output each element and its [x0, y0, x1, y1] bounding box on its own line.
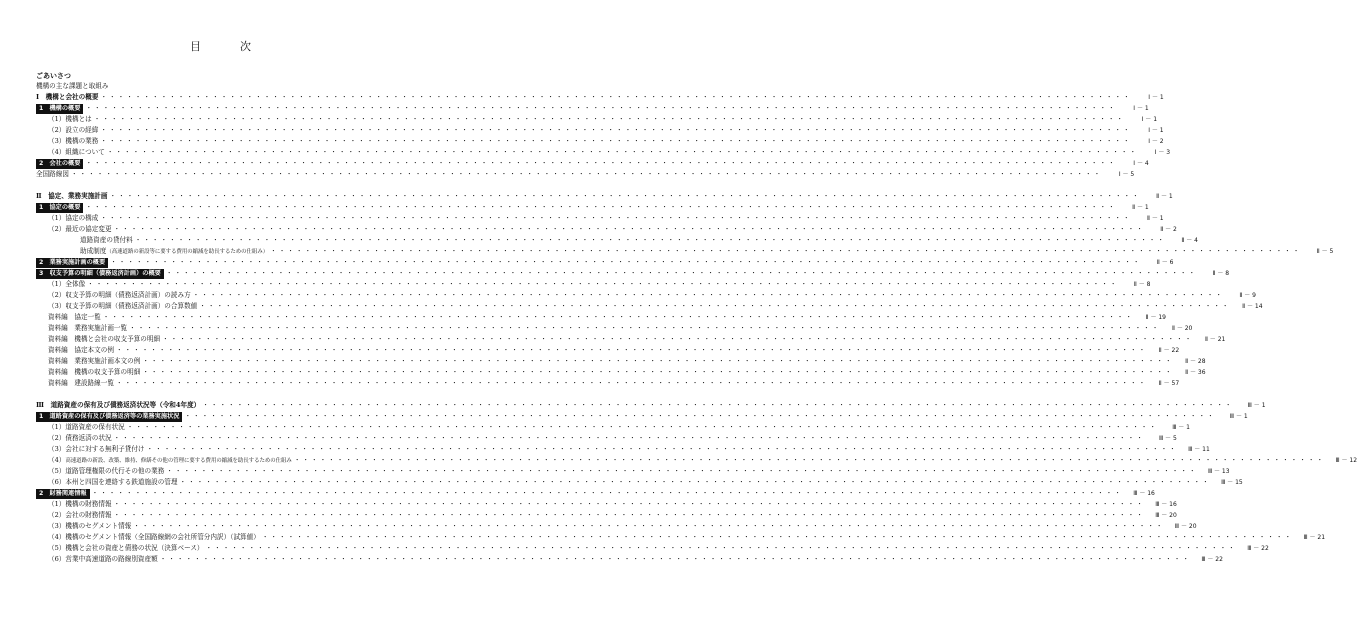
leader-dots: ・・・・・・・・・・・・・・・・・・・・・・・・・・・・・・・・・・・・・・・・・・・・・・・・・・・・・・・・・・・・・・・・・・・・・・・・・・・・・・・・・・・・・・・・・・・・・・・・・・・・・・・・・・・・・・・・・・・・・・・・ [115, 379, 1148, 387]
toc-page-number: Ⅱ － 9 [1239, 292, 1256, 299]
leader-dots: ・・・・・・・・・・・・・・・・・・・・・・・・・・・・・・・・・・・・・・・・・・・・・・・・・・・・・・・・・・・・・・・・・・・・・・・・・・・・・・・・・・・・・・・・・・・・・・・・・・・・・・・・・・・・・・・・・・・・・・・・ [162, 335, 1194, 343]
toc-page-number: Ⅰ － 5 [1118, 171, 1135, 178]
section-gap [36, 389, 416, 400]
leader-dots: ・・・・・・・・・・・・・・・・・・・・・・・・・・・・・・・・・・・・・・・・・・・・・・・・・・・・・・・・・・・・・・・・・・・・・・・・・・・・・・・・・・・・・・・・・・・・・・・・・・・・・・・・・・・・・・・・・・・・・・・・ [192, 291, 1224, 299]
toc-item-row[interactable] [36, 433, 1177, 444]
toc-label: 道路資産の貸付料 [80, 236, 133, 244]
toc-page-number: Ⅱ － 6 [1156, 259, 1174, 266]
toc-page-number: Ⅲ － 22 [1201, 556, 1223, 563]
toc-page-number: Ⅰ － 1 [1133, 105, 1149, 112]
toc-page-number: Ⅱ － 4 [1181, 237, 1198, 244]
toc-label: 資料編 業務実施計画本文の例 [48, 357, 141, 365]
toc-item-row[interactable] [36, 213, 1164, 224]
toc-page-number: Ⅰ － 1 [1141, 116, 1158, 123]
toc-page-number: Ⅲ － 1 [1172, 424, 1190, 431]
toc-section-row[interactable] [36, 191, 1173, 202]
leader-dots: ・・・・・・・・・・・・・・・・・・・・・・・・・・・・・・・・・・・・・・・・・・・・・・・・・・・・・・・・・・・・・・・・・・・・・・・・・・・・・・・・・・・・・・・・・・・・・・・・・・・・・・・・・・・・・・・・・・・・・・・・ [199, 302, 1231, 310]
toc-label: 全国路線図 [36, 170, 69, 178]
toc-page-number: Ⅱ － 1 [1156, 193, 1173, 200]
toc-page-number: Ⅲ － 22 [1247, 545, 1269, 552]
toc-page-number: Ⅲ － 16 [1133, 490, 1155, 497]
leader-dots: ・・・・・・・・・・・・・・・・・・・・・・・・・・・・・・・・・・・・・・・・・・・・・・・・・・・・・・・・・・・・・・・・・・・・・・・・・・・・・・・・・・・・・・・・・・・・・・・・・・・・・・・・・・・・・・・・・・・・・・・・ [100, 214, 1132, 222]
toc-item-row[interactable] [36, 466, 1230, 477]
leader-dots: ・・・・・・・・・・・・・・・・・・・・・・・・・・・・・・・・・・・・・・・・・・・・・・・・・・・・・・・・・・・・・・・・・・・・・・・・・・・・・・・・・・・・・・・・・・・・・・・・・・・・・・・・・・・・・・・・・・・・・・・・ [270, 247, 1302, 255]
toc-label: 資料編 協定本文の例 [48, 346, 114, 354]
toc-page-number: Ⅰ － 1 [1148, 94, 1164, 101]
toc-page-number: Ⅲ － 1 [1229, 413, 1248, 420]
leader-dots: ・・・・・・・・・・・・・・・・・・・・・・・・・・・・・・・・・・・・・・・・・・・・・・・・・・・・・・・・・・・・・・・・・・・・・・・・・・・・・・・・・・・・・・・・・・・・・・・・・・・・・・・・・・・・・・・・・・・・・・・・ [106, 148, 1139, 156]
page-title: 目 次 [190, 40, 265, 53]
toc-item-row[interactable] [36, 235, 1198, 246]
greeting-heading: ごあいさつ [36, 71, 71, 80]
toc-chapter-row[interactable] [36, 257, 1174, 268]
toc-label: （2）会社の財務情報 [48, 511, 112, 519]
toc-label: 資料編 協定一覧 [48, 313, 101, 321]
toc-label: （5）道路管理権限の代行その他の業務 [48, 467, 165, 475]
leader-dots: ・・・・・・・・・・・・・・・・・・・・・・・・・・・・・・・・・・・・・・・・・・・・・・・・・・・・・・・・・・・・・・・・・・・・・・・・・・・・・・・・・・・・・・・・・・・・・・・・・・・・・・・・・・・・・・・・・・・・・・・・ [87, 280, 1119, 288]
toc-page-number: Ⅲ － 20 [1174, 523, 1197, 530]
toc-label: （4）機構のセグメント情報（全国路線網の会社所管分内訳）（試算値） [48, 533, 260, 541]
toc-page-number: Ⅱ － 8 [1212, 270, 1230, 277]
toc-page-number: Ⅲ － 1 [1247, 402, 1266, 409]
toc-chapter-row[interactable] [36, 202, 1149, 213]
toc-item-row[interactable] [36, 356, 1206, 367]
toc-item-row[interactable] [36, 554, 1223, 565]
leader-dots: ・・・・・・・・・・・・・・・・・・・・・・・・・・・・・・・・・・・・・・・・・・・・・・・・・・・・・・・・・・・・・・・・・・・・・・・・・・・・・・・・・・・・・・・・・・・・・・・・・・・・・・・・・・・・・・・・・・・・・・・・ [70, 170, 1103, 178]
toc-page-number: Ⅱ － 36 [1185, 369, 1206, 376]
toc-item-row[interactable] [36, 147, 1171, 158]
toc-label: 資料編 業務実施計画一覧 [48, 324, 128, 332]
toc-page-number: Ⅲ － 20 [1155, 512, 1177, 519]
toc-item-row[interactable] [36, 378, 1180, 389]
table-of-contents [36, 70, 1357, 565]
toc-page-number: Ⅱ － 22 [1158, 347, 1180, 354]
toc-label: （1）道路資産の保有状況 [48, 423, 125, 431]
leader-dots: ・・・・・・・・・・・・・・・・・・・・・・・・・・・・・・・・・・・・・・・・・・・・・・・・・・・・・・・・・・・・・・・・・・・・・・・・・・・・・・・・・・・・・・・・・・・・・・・・・・・・・・・・・・・・・・・・・・・・・・・・ [110, 258, 1142, 266]
toc-chapter-row[interactable] [36, 411, 1248, 422]
toc-page-number: Ⅱ － 28 [1185, 358, 1206, 365]
toc-label: 2 財務関連情報 [36, 489, 90, 499]
toc-page-number: Ⅱ － 1 [1147, 215, 1164, 222]
toc-label: （5）機構と会社の資産と債務の状況（決算ベース） [48, 544, 204, 552]
leader-dots: ・・・・・・・・・・・・・・・・・・・・・・・・・・・・・・・・・・・・・・・・・・・・・・・・・・・・・・・・・・・・・・・・・・・・・・・・・・・・・・・・・・・・・・・・・・・・・・・・・・・・・・・・・・・・・・・・・・・・・・・・ [129, 324, 1161, 332]
toc-label: （4） [48, 456, 66, 464]
leader-dots: ・・・・・・・・・・・・・・・・・・・・・・・・・・・・・・・・・・・・・・・・・・・・・・・・・・・・・・・・・・・・・・・・・・・・・・・・・・・・・・・・・・・・・・・・・・・・・・・・・・・・・・・・・・・・・・・・・・・・・・・・ [133, 522, 1165, 530]
leader-dots: ・・・・・・・・・・・・・・・・・・・・・・・・・・・・・・・・・・・・・・・・・・・・・・・・・・・・・・・・・・・・・・・・・・・・・・・・・・・・・・・・・・・・・・・・・・・・・・・・・・・・・・・・・・・・・・・・・・・・・・・・ [109, 192, 1141, 200]
toc-page-number: Ⅱ － 14 [1242, 303, 1263, 310]
toc-label: Ⅲ 道路資産の保有及び債務返済状況等（令和4年度） [36, 401, 201, 409]
toc-item-row[interactable] [36, 290, 1256, 301]
toc-note: 高速道路の新設、改築、維持、修繕その他の管理に要する費用の縮減を助長するための仕組み [65, 458, 292, 464]
toc-label: 助成制度 [80, 247, 107, 255]
leader-dots: ・・・・・・・・・・・・・・・・・・・・・・・・・・・・・・・・・・・・・・・・・・・・・・・・・・・・・・・・・・・・・・・・・・・・・・・・・・・・・・・・・・・・・・・・・・・・・・・・・・・・・・・・・・・・・・・・・・・・・・・・ [159, 555, 1191, 563]
toc-item-row[interactable] [36, 532, 1326, 543]
toc-label: （2）債務返済の状況 [48, 434, 112, 442]
leader-dots: ・・・・・・・・・・・・・・・・・・・・・・・・・・・・・・・・・・・・・・・・・・・・・・・・・・・・・・・・・・・・・・・・・・・・・・・・・・・・・・・・・・・・・・・・・・・・・・・・・・・・・・・・・・・・・・・・・・・・・・・・ [202, 401, 1234, 409]
toc-label: （3）会社に対する無利子貸付け [48, 445, 145, 453]
leader-dots: ・・・・・・・・・・・・・・・・・・・・・・・・・・・・・・・・・・・・・・・・・・・・・・・・・・・・・・・・・・・・・・・・・・・・・・・・・・・・・・・・・・・・・・・・・・・・・・・・・・・・・・・・・・・・・・・・・・・・・・・・ [93, 115, 1126, 123]
toc-item-row[interactable] [36, 477, 1243, 488]
toc-item-row[interactable] [36, 246, 1334, 257]
toc-item-row[interactable] [36, 510, 1177, 521]
leader-dots: ・・・・・・・・・・・・・・・・・・・・・・・・・・・・・・・・・・・・・・・・・・・・・・・・・・・・・・・・・・・・・・・・・・・・・・・・・・・・・・・・・・・・・・・・・・・・・・・・・・・・・・・・・・・・・・・・・・・・・・・・ [100, 126, 1132, 134]
toc-item-row[interactable] [36, 334, 1226, 345]
leader-dots: ・・・・・・・・・・・・・・・・・・・・・・・・・・・・・・・・・・・・・・・・・・・・・・・・・・・・・・・・・・・・・・・・・・・・・・・・・・・・・・・・・・・・・・・・・・・・・・・・・・・・・・・・・・・・・・・・・・・・・・・・ [184, 412, 1216, 420]
leader-dots: ・・・・・・・・・・・・・・・・・・・・・・・・・・・・・・・・・・・・・・・・・・・・・・・・・・・・・・・・・・・・・・・・・・・・・・・・・・・・・・・・・・・・・・・・・・・・・・・・・・・・・・・・・・・・・・・・・・・・・・・・ [179, 478, 1211, 486]
toc-label: Ⅰ 機構と会社の概要 [36, 93, 99, 101]
leader-dots: ・・・・・・・・・・・・・・・・・・・・・・・・・・・・・・・・・・・・・・・・・・・・・・・・・・・・・・・・・・・・・・・・・・・・・・・・・・・・・・・・・・・・・・・・・・・・・・・・・・・・・・・・・・・・・・・・・・・・・・・・ [142, 357, 1174, 365]
toc-item-row[interactable] [36, 422, 1190, 433]
leader-dots: ・・・・・・・・・・・・・・・・・・・・・・・・・・・・・・・・・・・・・・・・・・・・・・・・・・・・・・・・・・・・・・・・・・・・・・・・・・・・・・・・・・・・・・・・・・・・・・・・・・・・・・・・・・・・・・・・・・・・・・・・ [100, 137, 1132, 145]
leader-dots: ・・・・・・・・・・・・・・・・・・・・・・・・・・・・・・・・・・・・・・・・・・・・・・・・・・・・・・・・・・・・・・・・・・・・・・・・・・・・・・・・・・・・・・・・・・・・・・・・・・・・・・・・・・・・・・・・・・・・・・・・ [85, 203, 1117, 211]
toc-label: 資料編 機構の収支予算の明細 [48, 368, 141, 376]
toc-page-number: Ⅰ － 4 [1133, 160, 1149, 167]
leader-dots: ・・・・・・・・・・・・・・・・・・・・・・・・・・・・・・・・・・・・・・・・・・・・・・・・・・・・・・・・・・・・・・・・・・・・・・・・・・・・・・・・・・・・・・・・・・・・・・・・・・・・・・・・・・・・・・・・・・・・・・・・ [102, 313, 1134, 321]
toc-section-row[interactable] [36, 92, 1164, 103]
toc-page-number: Ⅲ － 12 [1335, 457, 1357, 464]
toc-label: （1）機構の財務情報 [48, 500, 112, 508]
leader-dots: ・・・・・・・・・・・・・・・・・・・・・・・・・・・・・・・・・・・・・・・・・・・・・・・・・・・・・・・・・・・・・・・・・・・・・・・・・・・・・・・・・・・・・・・・・・・・・・・・・・・・・・・・・・・・・・・・・・・・・・・・ [293, 456, 1326, 464]
toc-label: （6）本州と四国を連絡する鉄道施設の管理 [48, 478, 178, 486]
toc-page-number: Ⅲ － 5 [1159, 435, 1177, 442]
toc-item-row[interactable] [36, 367, 1206, 378]
toc-item-row[interactable] [36, 224, 1177, 235]
leader-dots: ・・・・・・・・・・・・・・・・・・・・・・・・・・・・・・・・・・・・・・・・・・・・・・・・・・・・・・・・・・・・・・・・・・・・・・・・・・・・・・・・・・・・・・・・・・・・・・・・・・・・・・・・・・・・・・・・・・・・・・・・ [126, 423, 1158, 431]
toc-item-row[interactable] [36, 543, 1269, 554]
toc-label: 1 機構の概要 [36, 104, 83, 114]
toc-item-row[interactable] [36, 499, 1177, 510]
toc-label: （3）機構の業務 [48, 137, 99, 145]
toc-item-row[interactable] [36, 169, 1135, 180]
toc-item-row[interactable] [36, 521, 1197, 532]
toc-page-number: Ⅱ － 20 [1171, 325, 1193, 332]
toc-page-number: Ⅱ － 5 [1316, 248, 1334, 255]
toc-page-number: Ⅱ － 19 [1145, 314, 1166, 321]
toc-label: （1）協定の構成 [48, 214, 99, 222]
toc-label: （2）収支予算の明細（債務返済計画）の読み方 [48, 291, 191, 299]
toc-label: 資料編 機構と会社の収支予算の明細 [48, 335, 161, 343]
toc-label: 2 会社の概要 [36, 159, 83, 169]
toc-label: （3）機構のセグメント情報 [48, 522, 132, 530]
toc-item-row[interactable] [36, 301, 1263, 312]
leader-dots: ・・・・・・・・・・・・・・・・・・・・・・・・・・・・・・・・・・・・・・・・・・・・・・・・・・・・・・・・・・・・・・・・・・・・・・・・・・・・・・・・・・・・・・・・・・・・・・・・・・・・・・・・・・・・・・・・・・・・・・・・ [100, 93, 1132, 101]
leader-dots: ・・・・・・・・・・・・・・・・・・・・・・・・・・・・・・・・・・・・・・・・・・・・・・・・・・・・・・・・・・・・・・・・・・・・・・・・・・・・・・・・・・・・・・・・・・・・・・・・・・・・・・・・・・・・・・・・・・・・・・・・ [113, 500, 1145, 508]
toc-label: 1 協定の概要 [36, 203, 83, 213]
toc-page-number: Ⅱ － 2 [1160, 226, 1177, 233]
toc-label: （1）全体像 [48, 280, 86, 288]
toc-chapter-row[interactable] [36, 268, 1230, 279]
toc-page-number: Ⅱ － 8 [1133, 281, 1151, 288]
leader-dots: ・・・・・・・・・・・・・・・・・・・・・・・・・・・・・・・・・・・・・・・・・・・・・・・・・・・・・・・・・・・・・・・・・・・・・・・・・・・・・・・・・・・・・・・・・・・・・・・・・・・・・・・・・・・・・・・・・・・・・・・・ [113, 511, 1145, 519]
leader-dots: ・・・・・・・・・・・・・・・・・・・・・・・・・・・・・・・・・・・・・・・・・・・・・・・・・・・・・・・・・・・・・・・・・・・・・・・・・・・・・・・・・・・・・・・・・・・・・・・・・・・・・・・・・・・・・・・・・・・・・・・・ [134, 236, 1166, 244]
leader-dots: ・・・・・・・・・・・・・・・・・・・・・・・・・・・・・・・・・・・・・・・・・・・・・・・・・・・・・・・・・・・・・・・・・・・・・・・・・・・・・・・・・・・・・・・・・・・・・・・・・・・・・・・・・・・・・・・・・・・・・・・・ [85, 104, 1117, 112]
toc-label: 3 収支予算の明細（債務返済計画）の概要 [36, 269, 164, 279]
leader-dots: ・・・・・・・・・・・・・・・・・・・・・・・・・・・・・・・・・・・・・・・・・・・・・・・・・・・・・・・・・・・・・・・・・・・・・・・・・・・・・・・・・・・・・・・・・・・・・・・・・・・・・・・・・・・・・・・・・・・・・・・・ [165, 269, 1198, 277]
toc-page-number: Ⅰ － 3 [1154, 149, 1171, 156]
toc-page-number: Ⅱ － 57 [1158, 380, 1180, 387]
toc-item-row[interactable] [36, 114, 1158, 125]
leader-dots: ・・・・・・・・・・・・・・・・・・・・・・・・・・・・・・・・・・・・・・・・・・・・・・・・・・・・・・・・・・・・・・・・・・・・・・・・・・・・・・・・・・・・・・・・・・・・・・・・・・・・・・・・・・・・・・・・・・・・・・・・ [85, 159, 1117, 167]
leader-dots: ・・・・・・・・・・・・・・・・・・・・・・・・・・・・・・・・・・・・・・・・・・・・・・・・・・・・・・・・・・・・・・・・・・・・・・・・・・・・・・・・・・・・・・・・・・・・・・・・・・・・・・・・・・・・・・・・・・・・・・・・ [115, 346, 1148, 354]
toc-note: （高速道路の新設等に要する費用の縮減を助長するための仕組み） [106, 249, 269, 255]
toc-page-number: Ⅰ － 2 [1148, 138, 1164, 145]
toc-page-number: Ⅱ － 1 [1132, 204, 1149, 211]
toc-item-row[interactable] [36, 455, 1357, 466]
toc-page-number: Ⅰ － 1 [1148, 127, 1164, 134]
leader-dots: ・・・・・・・・・・・・・・・・・・・・・・・・・・・・・・・・・・・・・・・・・・・・・・・・・・・・・・・・・・・・・・・・・・・・・・・・・・・・・・・・・・・・・・・・・・・・・・・・・・・・・・・・・・・・・・・・・・・・・・・・ [91, 489, 1123, 497]
leader-dots: ・・・・・・・・・・・・・・・・・・・・・・・・・・・・・・・・・・・・・・・・・・・・・・・・・・・・・・・・・・・・・・・・・・・・・・・・・・・・・・・・・・・・・・・・・・・・・・・・・・・・・・・・・・・・・・・・・・・・・・・・ [113, 225, 1145, 233]
toc-item-row[interactable] [36, 125, 1164, 136]
toc-page-number: Ⅲ － 13 [1207, 468, 1230, 475]
toc-label: （2）設立の経緯 [48, 126, 99, 134]
leader-dots: ・・・・・・・・・・・・・・・・・・・・・・・・・・・・・・・・・・・・・・・・・・・・・・・・・・・・・・・・・・・・・・・・・・・・・・・・・・・・・・・・・・・・・・・・・・・・・・・・・・・・・・・・・・・・・・・・・・・・・・・・ [261, 533, 1294, 541]
toc-label: （1）機構とは [48, 115, 92, 123]
toc-chapter-row[interactable] [36, 488, 1155, 499]
toc-page-number: Ⅲ － 11 [1188, 446, 1210, 453]
toc-label: （4）組織について [48, 148, 105, 156]
leader-dots: ・・・・・・・・・・・・・・・・・・・・・・・・・・・・・・・・・・・・・・・・・・・・・・・・・・・・・・・・・・・・・・・・・・・・・・・・・・・・・・・・・・・・・・・・・・・・・・・・・・・・・・・・・・・・・・・・・・・・・・・・ [146, 445, 1178, 453]
toc-item-row[interactable] [36, 323, 1193, 334]
leader-dots: ・・・・・・・・・・・・・・・・・・・・・・・・・・・・・・・・・・・・・・・・・・・・・・・・・・・・・・・・・・・・・・・・・・・・・・・・・・・・・・・・・・・・・・・・・・・・・・・・・・・・・・・・・・・・・・・・・・・・・・・・ [205, 544, 1237, 552]
toc-label: 1 道路資産の保有及び債務返済等の業務実施状況 [36, 412, 182, 422]
leader-dots: ・・・・・・・・・・・・・・・・・・・・・・・・・・・・・・・・・・・・・・・・・・・・・・・・・・・・・・・・・・・・・・・・・・・・・・・・・・・・・・・・・・・・・・・・・・・・・・・・・・・・・・・・・・・・・・・・・・・・・・・・ [166, 467, 1198, 475]
leader-dots: ・・・・・・・・・・・・・・・・・・・・・・・・・・・・・・・・・・・・・・・・・・・・・・・・・・・・・・・・・・・・・・・・・・・・・・・・・・・・・・・・・・・・・・・・・・・・・・・・・・・・・・・・・・・・・・・・・・・・・・・・ [113, 434, 1145, 442]
leader-dots: ・・・・・・・・・・・・・・・・・・・・・・・・・・・・・・・・・・・・・・・・・・・・・・・・・・・・・・・・・・・・・・・・・・・・・・・・・・・・・・・・・・・・・・・・・・・・・・・・・・・・・・・・・・・・・・・・・・・・・・・・ [142, 368, 1174, 376]
section-gap [36, 180, 416, 191]
toc-item-row[interactable] [36, 136, 1164, 147]
toc-page-number: Ⅲ － 21 [1303, 534, 1326, 541]
toc-label: Ⅱ 協定、業務実施計画 [36, 192, 108, 200]
toc-page-number: Ⅲ － 15 [1221, 479, 1243, 486]
toc-section-row[interactable] [36, 400, 1266, 411]
toc-chapter-row[interactable] [36, 158, 1149, 169]
toc-label: （3）収支予算の明細（債務返済計画）の合算数値 [48, 302, 198, 310]
toc-item-row[interactable] [36, 279, 1151, 290]
toc-item-row[interactable] [36, 312, 1166, 323]
issues-heading: 機構の主な課題と取組み [36, 82, 109, 90]
toc-label: （6）営業中高速道路の路線別資産額 [48, 555, 158, 563]
toc-item-row[interactable] [36, 444, 1210, 455]
toc-page-number: Ⅲ － 16 [1155, 501, 1177, 508]
toc-item-row[interactable] [36, 345, 1180, 356]
toc-label: 資料編 建設路線一覧 [48, 379, 114, 387]
toc-page-number: Ⅱ － 21 [1204, 336, 1226, 343]
toc-chapter-row[interactable] [36, 103, 1149, 114]
toc-label: （2）最近の協定変更 [48, 225, 112, 233]
toc-label: 2 業務実施計画の概要 [36, 258, 108, 268]
